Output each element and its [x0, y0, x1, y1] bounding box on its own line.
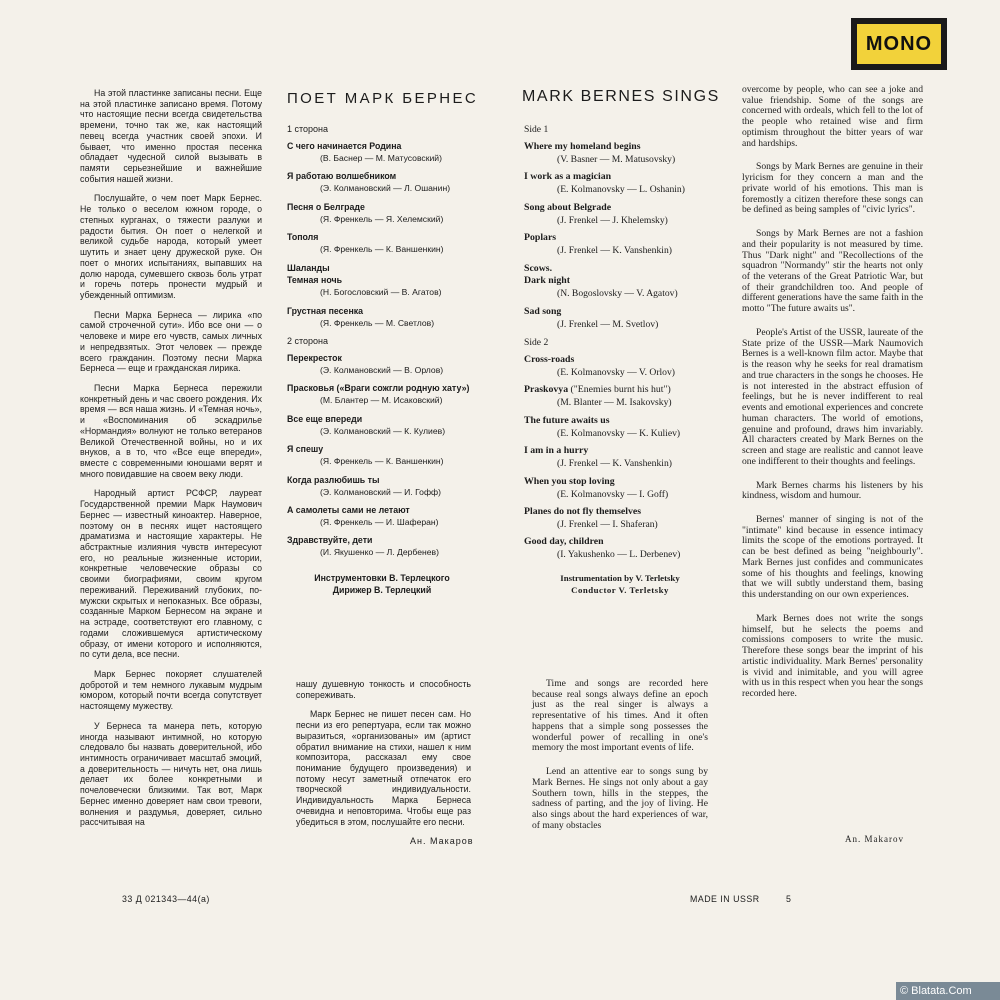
- ru-side2-label: 2 сторона: [287, 335, 329, 346]
- track-item: Прасковья («Враги сожгли родную хату») (М. Блантер — М. Исаковский): [287, 383, 470, 406]
- en-paragraph: Time and songs are recorded here because real songs always define an epoch just as the real singer is always a representative of his times. And it often happens that a simple song possesses the wonderful power of recalling in one's memory the most important events of life.: [532, 678, 708, 754]
- ru-credits: [287, 572, 477, 596]
- ru-side1-tracks: [287, 140, 487, 335]
- en-credits: [520, 572, 720, 596]
- track-item: Здравствуйте, дети (И. Якушенко — Л. Дербенев): [287, 535, 439, 558]
- ru-paragraph: Народный артист РСФСР, лауреат Государственной премии Марк Наумович Бернес — известный киноактер. Наверное, поэтому он в песнях ищет настоящего драматизма и настоящие характеры. Не абстрактные излияния чувств интересуют его, но реальные жизненные истории, конкретные человеческие образы со своими биографиями, своим кругом переживаний. Переживаний глубоких, по-мужски скрытых и непоказных. Все образы, созданные Марком Бернесом на экране и на эстраде, соответствуют его главному, с годами сложившемуся артистическому образу, от имени которого и исполняются, по сути дела, все песни.: [80, 488, 262, 660]
- track-item: Шаланды Темная ночь (Н. Богословский — В. Агатов): [287, 262, 442, 297]
- track-item: Я работаю волшебником (Э. Колмановский — Л. Ошанин): [287, 171, 451, 194]
- track-item: Когда разлюбишь ты (Э. Колмановский — И. Гофф): [287, 474, 441, 497]
- ru-continuation-column: [296, 679, 471, 836]
- track-item: Praskovya ("Enemies burnt his hut") (M. Blanter — M. Isakovsky): [524, 384, 672, 409]
- en-tracklist: [524, 124, 724, 567]
- ru-paragraph: Песни Марка Бернеса пережили конкретный день и час своего рождения. Их время — вся наша жизнь. И «Темная ночь», и «Воспоминания об эскадрилье «Нормандия» волнуют не только ветеранов Великой Отечественной войны, но и их внуков, а в то, что «Все еще впереди», вместе с современными юношами верят и много повидавшие на своем веку люди.: [80, 382, 262, 479]
- en-instrumentation: Instrumentation by V. Terletsky: [560, 573, 680, 583]
- ru-signature: Ан. Макаров: [410, 836, 474, 846]
- catalog-number: 33 Д 021343—44(а): [122, 894, 210, 904]
- track-item: Тополя (Я. Френкель — К. Ваншенкин): [287, 232, 444, 255]
- en-signature: An. Makarov: [845, 834, 904, 844]
- en-paragraph: Mark Bernes does not write the songs himself, but he selects the poems and comissions composers to write the music. Therefore these songs bear the imprint of his artistic individuality. Mark Bernes' personality is vivid and inimitable, and you will agree with us in this respect when you hear the songs recorded here.: [742, 612, 923, 699]
- en-paragraph: Bernes' manner of singing is not of the "intimate" kind because in essence intimacy limits the scope of the emotions portrayed. It can be best defined as being "neighbourly". Mark Bernes just confides and communicates some of his thoughts and feelings, knowing that we will subtly understand them, basing this understanding on our own experiences.: [742, 513, 923, 601]
- ru-paragraph: Песни Марка Бернеса — лирика «по самой строчечной сути». Ибо все они — о человеке и мире его чувств, самых личных и непредвзятых. Этот человек — прежде всего гражданин. Поэтому песни Марка Бернеса — еще и гражданская лирика.: [80, 309, 262, 374]
- track-item: Where my homeland begins (V. Basner — M. Matusovsky): [524, 141, 676, 165]
- ru-side2-tracks: [287, 352, 487, 565]
- track-item: Я спешу (Я. Френкель — К. Ваншенкин): [287, 444, 444, 467]
- track-item: А самолеты сами не летают (Я. Френкель — И. Шаферан): [287, 504, 439, 527]
- ru-paragraph: нашу душевную тонкость и способность сопереживать.: [296, 679, 471, 700]
- track-item: Песня о Белграде (Я. Френкель — Я. Хелемский): [287, 201, 444, 224]
- ru-tracklist: [287, 124, 487, 565]
- track-item: Все еще впереди (Э. Колмановский — К. Кулиев): [287, 413, 446, 436]
- made-in-label: MADE IN USSR: [690, 894, 760, 904]
- en-paragraph: People's Artist of the USSR, laureate of the State prize of the USSR—Mark Naumovich Bernes is a well-known film actor. Maybe that is the reason why he seeks for real dramatism and true characters in the songs he chooses. He is not interested in the abstract effusion of feelings, but he is never indifferent to real events and emotional experiences and concrete human characters. The world of emotions, genuine and profound, draws him invariably. All characters created by Mark Bernes on the screen and stage are realistic and cannot leave one indifferent to their thoughts and feelings.: [742, 326, 923, 467]
- ru-paragraph: На этой пластинке записаны песни. Еще на этой пластинке записано время. Потому что настоящие песни всегда свидетельства времени, точно так же, как настоящий певец всегда участник своей эпохи. И бывает, что именно простая песенка обладает чудесной силой вызывать в памяти серьезнейшие и важнейшие события нашей жизни.: [80, 88, 262, 184]
- watermark-badge: [896, 982, 1000, 1000]
- mono-badge: [851, 18, 947, 70]
- ru-paragraph: У Бернеса та манера петь, которую иногда называют интимной, но которую следовало бы назвать доверительной, ибо интимность ограничивает масштаб эмоций, а доверительность — ничуть нет, она лишь делает их более конкретными и почеловечески близкими. Так вот, Марк Бернес именно доверяет нам свои тревоги, волнения и раздумья, доверяет, сильно рассчитывая на: [80, 720, 262, 828]
- ru-paragraph: Марк Бернес не пишет песен сам. Но песни из его репертуара, если так можно выразиться, «организованы» им (артист обратил внимание на стихи, нашел к ним композитора, рассказал ему свое понимание будущего произведения) и потому несут заметный отпечаток его творческой индивидуальности. Индивидуальность Марка Бернеса очевидна и неповторима. Чтобы еще раз убедиться в этом, послушайте его песни.: [296, 709, 471, 827]
- ru-page-title: ПОЕТ МАРК БЕРНЕС: [287, 90, 479, 107]
- watermark-label: © Blatata.Com: [900, 985, 972, 997]
- ru-paragraph: Послушайте, о чем поет Марк Бернес. Не только о веселом южном городе, о степных курганах, о тяжести разлуки и радости бытия. Он поет о нелегкой и великой судьбе народа, который умеет шутить и знает цену дружеской руке. Он поет о многих испытаниях, выпавших на долю народа, сумевшего сквозь боль утрат и горечь потерь пронести мудрый и убежденный оптимизм.: [80, 193, 262, 300]
- en-middle-column: [532, 679, 708, 845]
- track-item: I am in a hurry (J. Frenkel — K. Vanshenkin): [524, 445, 672, 470]
- ru-article-column: [80, 88, 262, 868]
- track-item: The future awaits us (E. Kolmanovsky — K. Kuliev): [524, 414, 681, 439]
- track-item: Грустная песенка (Я. Френкель — М. Светлов): [287, 305, 435, 328]
- track-item: Sad song (J. Frenkel — M. Svetlov): [524, 305, 659, 330]
- track-item: Scows. Dark night (N. Bogoslovsky — V. Agatov): [524, 262, 678, 299]
- en-side1-label: Side 1: [524, 124, 549, 135]
- track-item: Planes do not fly themselves (J. Frenkel — I. Shaferan): [524, 505, 658, 530]
- en-paragraph: overcome by people, who can see a joke and value friendship. Some of the songs are concerned with ordeals, which fell to the lot of the people who retained wise and firm optimism throughout the bitter years of war and hardships.: [742, 84, 923, 149]
- page-number: 5: [786, 894, 792, 904]
- ru-paragraph: Марк Бернес покоряет слушателей добротой и тем немного лукавым мудрым юмором, который почти всегда сопутствует настоящему мужеству.: [80, 668, 262, 712]
- en-side1-tracks: [524, 141, 724, 336]
- en-article-column: [742, 85, 923, 713]
- en-paragraph: Songs by Mark Bernes are not a fashion and their popularity is not measured by time. Thus "Dark night" and "Recollections of the squadron "Normandy" stir the hearts not only of the veterans of the Great Patriotic War, but of their grandchildren too. And people of different generations have the same faith in the motto "The future awaits us".: [742, 228, 923, 315]
- track-item: Перекресток (Э. Колмановский — В. Орлов): [287, 352, 444, 375]
- en-side2-tracks: [524, 354, 724, 567]
- ru-conductor: Дирижер В. Терлецкий: [332, 585, 432, 595]
- en-paragraph: Songs by Mark Bernes are genuine in their lyricism for they concern a man and the private world of his emotions. This man is foremostly a citizen therefore these songs can be defined as being samples of "civic lyrics".: [742, 161, 923, 216]
- en-paragraph: Mark Bernes charms his listeners by his kindness, wisdom and humour.: [742, 479, 923, 502]
- en-side2-label: Side 2: [524, 336, 549, 348]
- ru-side1-label: 1 сторона: [287, 124, 329, 134]
- track-item: С чего начинается Родина (В. Баснер — М. Матусовский): [287, 141, 442, 163]
- mono-label: MONO: [856, 23, 942, 65]
- track-item: I work as a magician (E. Kolmanovsky — L. Oshanin): [524, 171, 685, 196]
- track-item: When you stop loving (E. Kolmanovsky — I. Goff): [524, 475, 669, 500]
- track-item: Cross-roads (E. Kolmanovsky — V. Orlov): [524, 353, 675, 378]
- ru-instrumentation: Инструментовки В. Терлецкого: [314, 573, 450, 583]
- en-conductor: Conductor V. Terletsky: [571, 585, 669, 595]
- en-page-title: MARK BERNES SINGS: [522, 88, 720, 105]
- track-item: Good day, children (I. Yakushenko — L. Derbenev): [524, 536, 681, 561]
- en-paragraph: Lend an attentive ear to songs sung by Mark Bernes. He sings not only about a gay Southern town, hills in the steppes, the sadness of parting, and the joy of living. He also sings about the hard experiences of war, of many obstacles: [532, 766, 708, 831]
- track-item: Song about Belgrade (J. Frenkel — J. Khelemsky): [524, 201, 668, 226]
- track-item: Poplars (J. Frenkel — K. Vanshenkin): [524, 232, 672, 257]
